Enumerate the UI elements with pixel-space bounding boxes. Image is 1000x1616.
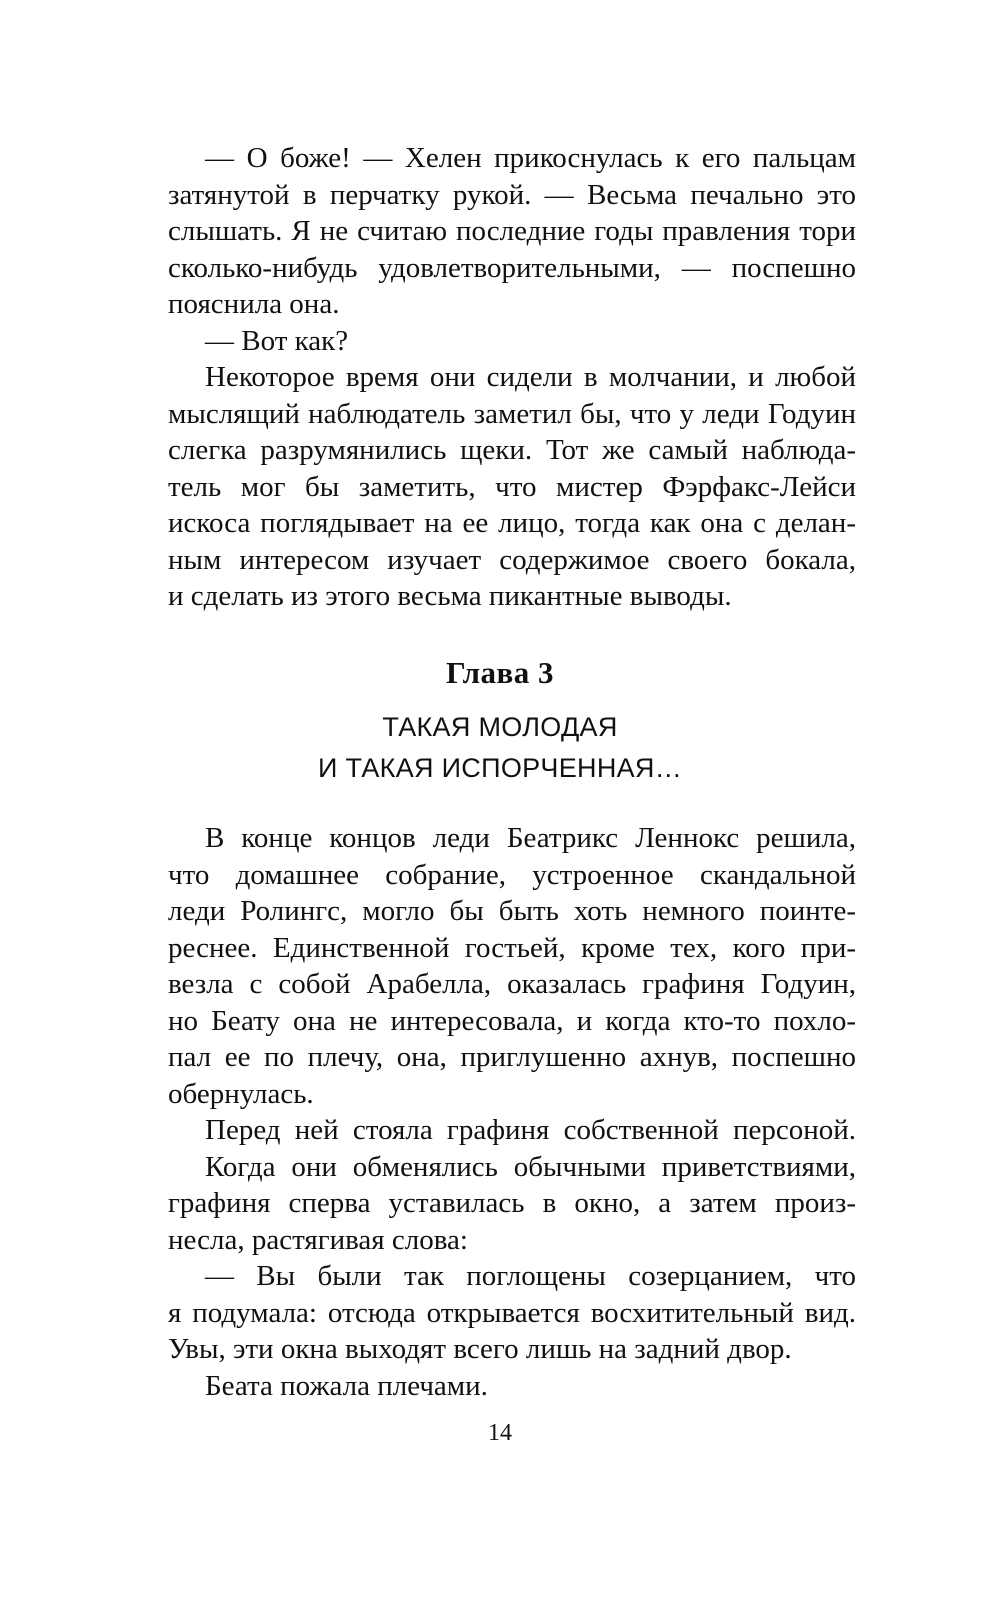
text-line: — О боже! — Хелен прикоснулась к его пальцам — [205, 142, 856, 174]
text-line: слышать. Я не считаю последние годы правления тори — [168, 215, 856, 247]
text-line: — Вы были так поглощены созерцанием, что — [205, 1260, 856, 1292]
text-line: В конце концов леди Беатрикс Леннокс решила, — [205, 822, 856, 854]
paragraph — [168, 820, 856, 1112]
text-line: искоса поглядывает на ее лицо, тогда как она с делан- — [168, 507, 856, 539]
paragraph — [168, 140, 856, 323]
text-line: несла, растягивая слова: — [168, 1223, 468, 1256]
paragraph — [168, 1149, 856, 1259]
text-line: реснее. Единственной гостьей, кроме тех, кого при- — [168, 931, 856, 964]
text-line: затянутой в перчатку рукой. — Весьма печально это — [168, 178, 856, 211]
text-line: везла с собой Арабелла, оказалась графиня Годуин, — [168, 968, 856, 1000]
chapter-subtitle-line: И ТАКАЯ ИСПОРЧЕННАЯ… — [317, 753, 683, 783]
chapter-subtitle — [0, 707, 1000, 789]
text-line: сколько-нибудь удовлетворительными, — поспешно — [168, 251, 856, 284]
text-block-top — [168, 140, 856, 615]
text-line: — Вот как? — [205, 324, 349, 357]
text-line: Когда они обменялись обычными приветствиями, — [205, 1150, 856, 1183]
chapter-subtitle-line: ТАКАЯ МОЛОДАЯ — [382, 712, 618, 742]
text-line: графиня сперва уставилась в окно, а затем произ- — [168, 1187, 856, 1219]
text-line: пояснила она. — [168, 288, 340, 320]
text-block-bottom — [168, 820, 856, 1404]
text-line: но Беату она не интересовала, и когда кто-то похло- — [168, 1004, 856, 1037]
text-line: Беата пожала плечами. — [205, 1369, 488, 1402]
text-line: что домашнее собрание, устроенное скандальной — [168, 858, 856, 891]
text-line: леди Ролингс, могло бы быть хоть немного поинте- — [168, 895, 856, 927]
chapter-title: Глава 3 — [445, 655, 555, 690]
paragraph — [168, 1112, 856, 1149]
paragraph — [168, 323, 856, 360]
page-number: 14 — [488, 1420, 512, 1446]
text-line: пал ее по плечу, она, приглушенно ахнув, поспешно — [168, 1041, 856, 1073]
text-line: и сделать из этого весьма пикантные выводы. — [168, 580, 732, 612]
text-line: тель мог бы заметить, что мистер Фэрфакс-Лейси — [168, 470, 856, 503]
paragraph — [168, 1258, 856, 1368]
text-line: Некоторое время они сидели в молчании, и любой — [205, 361, 856, 393]
text-line: Перед ней стояла графиня собственной персоной. — [205, 1114, 856, 1146]
text-line: мыслящий наблюдатель заметил бы, что у леди Годуин — [168, 397, 856, 430]
text-line: я подумала: отсюда открывается восхитительный вид. — [168, 1296, 856, 1329]
paragraph — [168, 1368, 856, 1405]
paragraph — [168, 359, 856, 615]
text-line: Увы, эти окна выходят всего лишь на задний двор. — [168, 1333, 792, 1365]
text-line: слегка разрумянились щеки. Тот же самый наблюда- — [168, 434, 856, 466]
text-line: ным интересом изучает содержимое своего бокала, — [168, 543, 856, 576]
text-line: обернулась. — [168, 1077, 314, 1110]
